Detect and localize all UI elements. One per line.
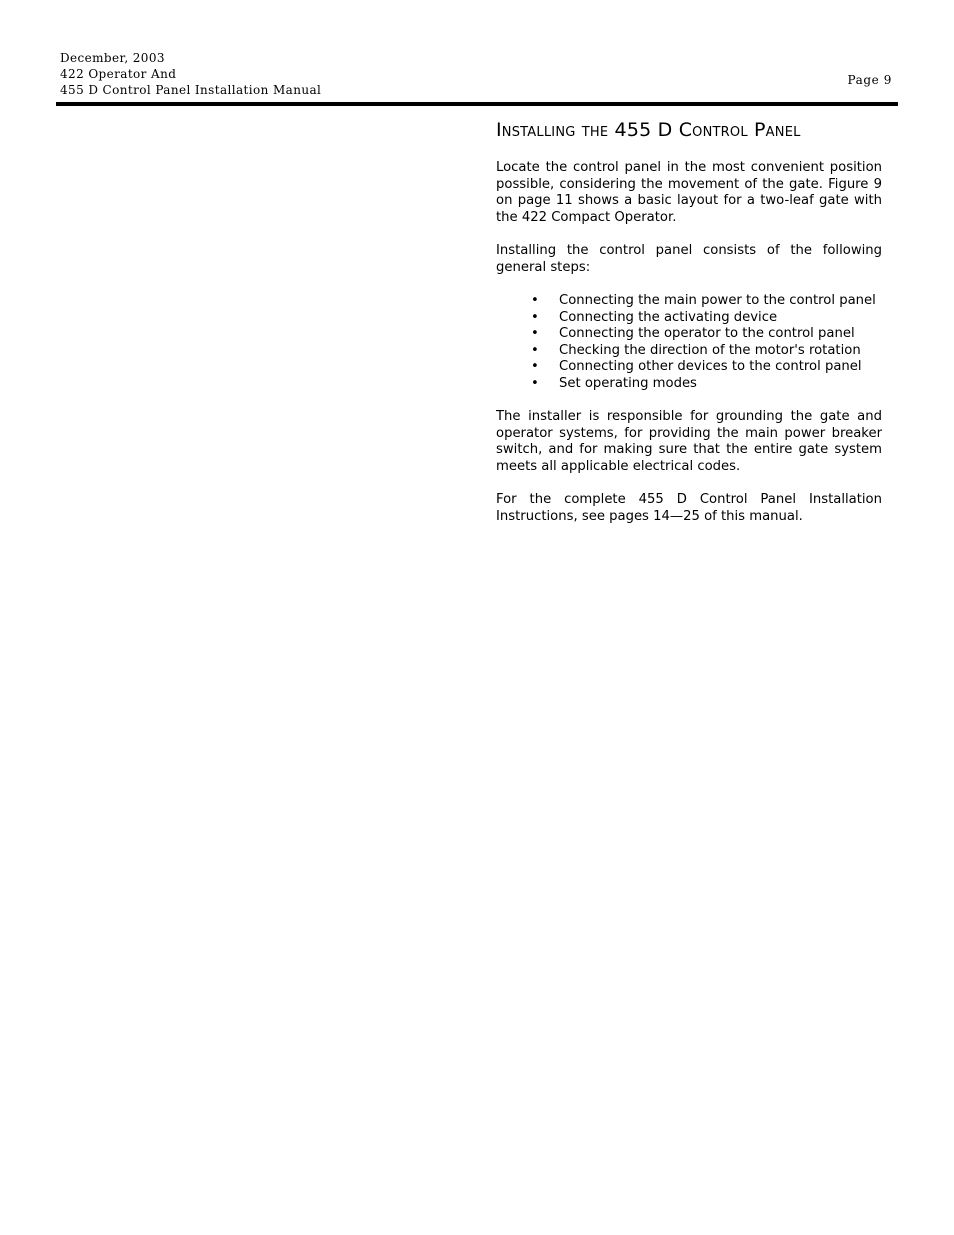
list-item: • Connecting the main power to the control panel: [531, 293, 876, 308]
responsibility-paragraph: The installer is responsible for grounding the gate and operator systems, for providing the main power breaker switch, and for making sure that the entire gate system meets all applicable electrical codes.: [496, 409, 882, 474]
header-divider: [56, 102, 898, 106]
page-number: Page 9: [847, 73, 892, 87]
intro-paragraph: Locate the control panel in the most convenient position possible, considering the movement of the gate. Figure 9 on page 11 shows a basic layout for a two-leaf gate with the 422 Compact Operator.: [496, 160, 882, 225]
list-item: • Connecting the activating device: [531, 309, 778, 325]
bullet-icon: •: [531, 293, 539, 308]
bullet-icon: •: [531, 326, 539, 341]
header-product-line: 422 Operator And: [60, 67, 177, 81]
bullet-icon: •: [531, 342, 539, 358]
header-manual-title: 455 D Control Panel Installation Manual: [60, 83, 322, 97]
list-item: • Connecting the operator to the control panel: [531, 326, 855, 341]
bullet-icon: •: [531, 309, 539, 325]
list-item: • Set operating modes: [531, 375, 697, 391]
list-item: • Connecting other devices to the control panel: [531, 359, 862, 374]
reference-paragraph: For the complete 455 D Control Panel Installation Instructions, see pages 14—25 of this manual.: [496, 492, 882, 524]
bullet-icon: •: [531, 359, 539, 374]
section-title: Installing the 455 D Control Panel: [496, 119, 801, 141]
list-item: • Checking the direction of the motor's rotation: [531, 342, 861, 358]
main-section: [496, 118, 882, 542]
header-document-info: [60, 50, 321, 98]
steps-intro-paragraph: Installing the control panel consists of the following general steps:: [496, 243, 882, 275]
installation-steps-list: [496, 293, 882, 392]
bullet-icon: •: [531, 375, 539, 391]
page-header: [60, 50, 896, 100]
header-date: December, 2003: [60, 51, 165, 65]
